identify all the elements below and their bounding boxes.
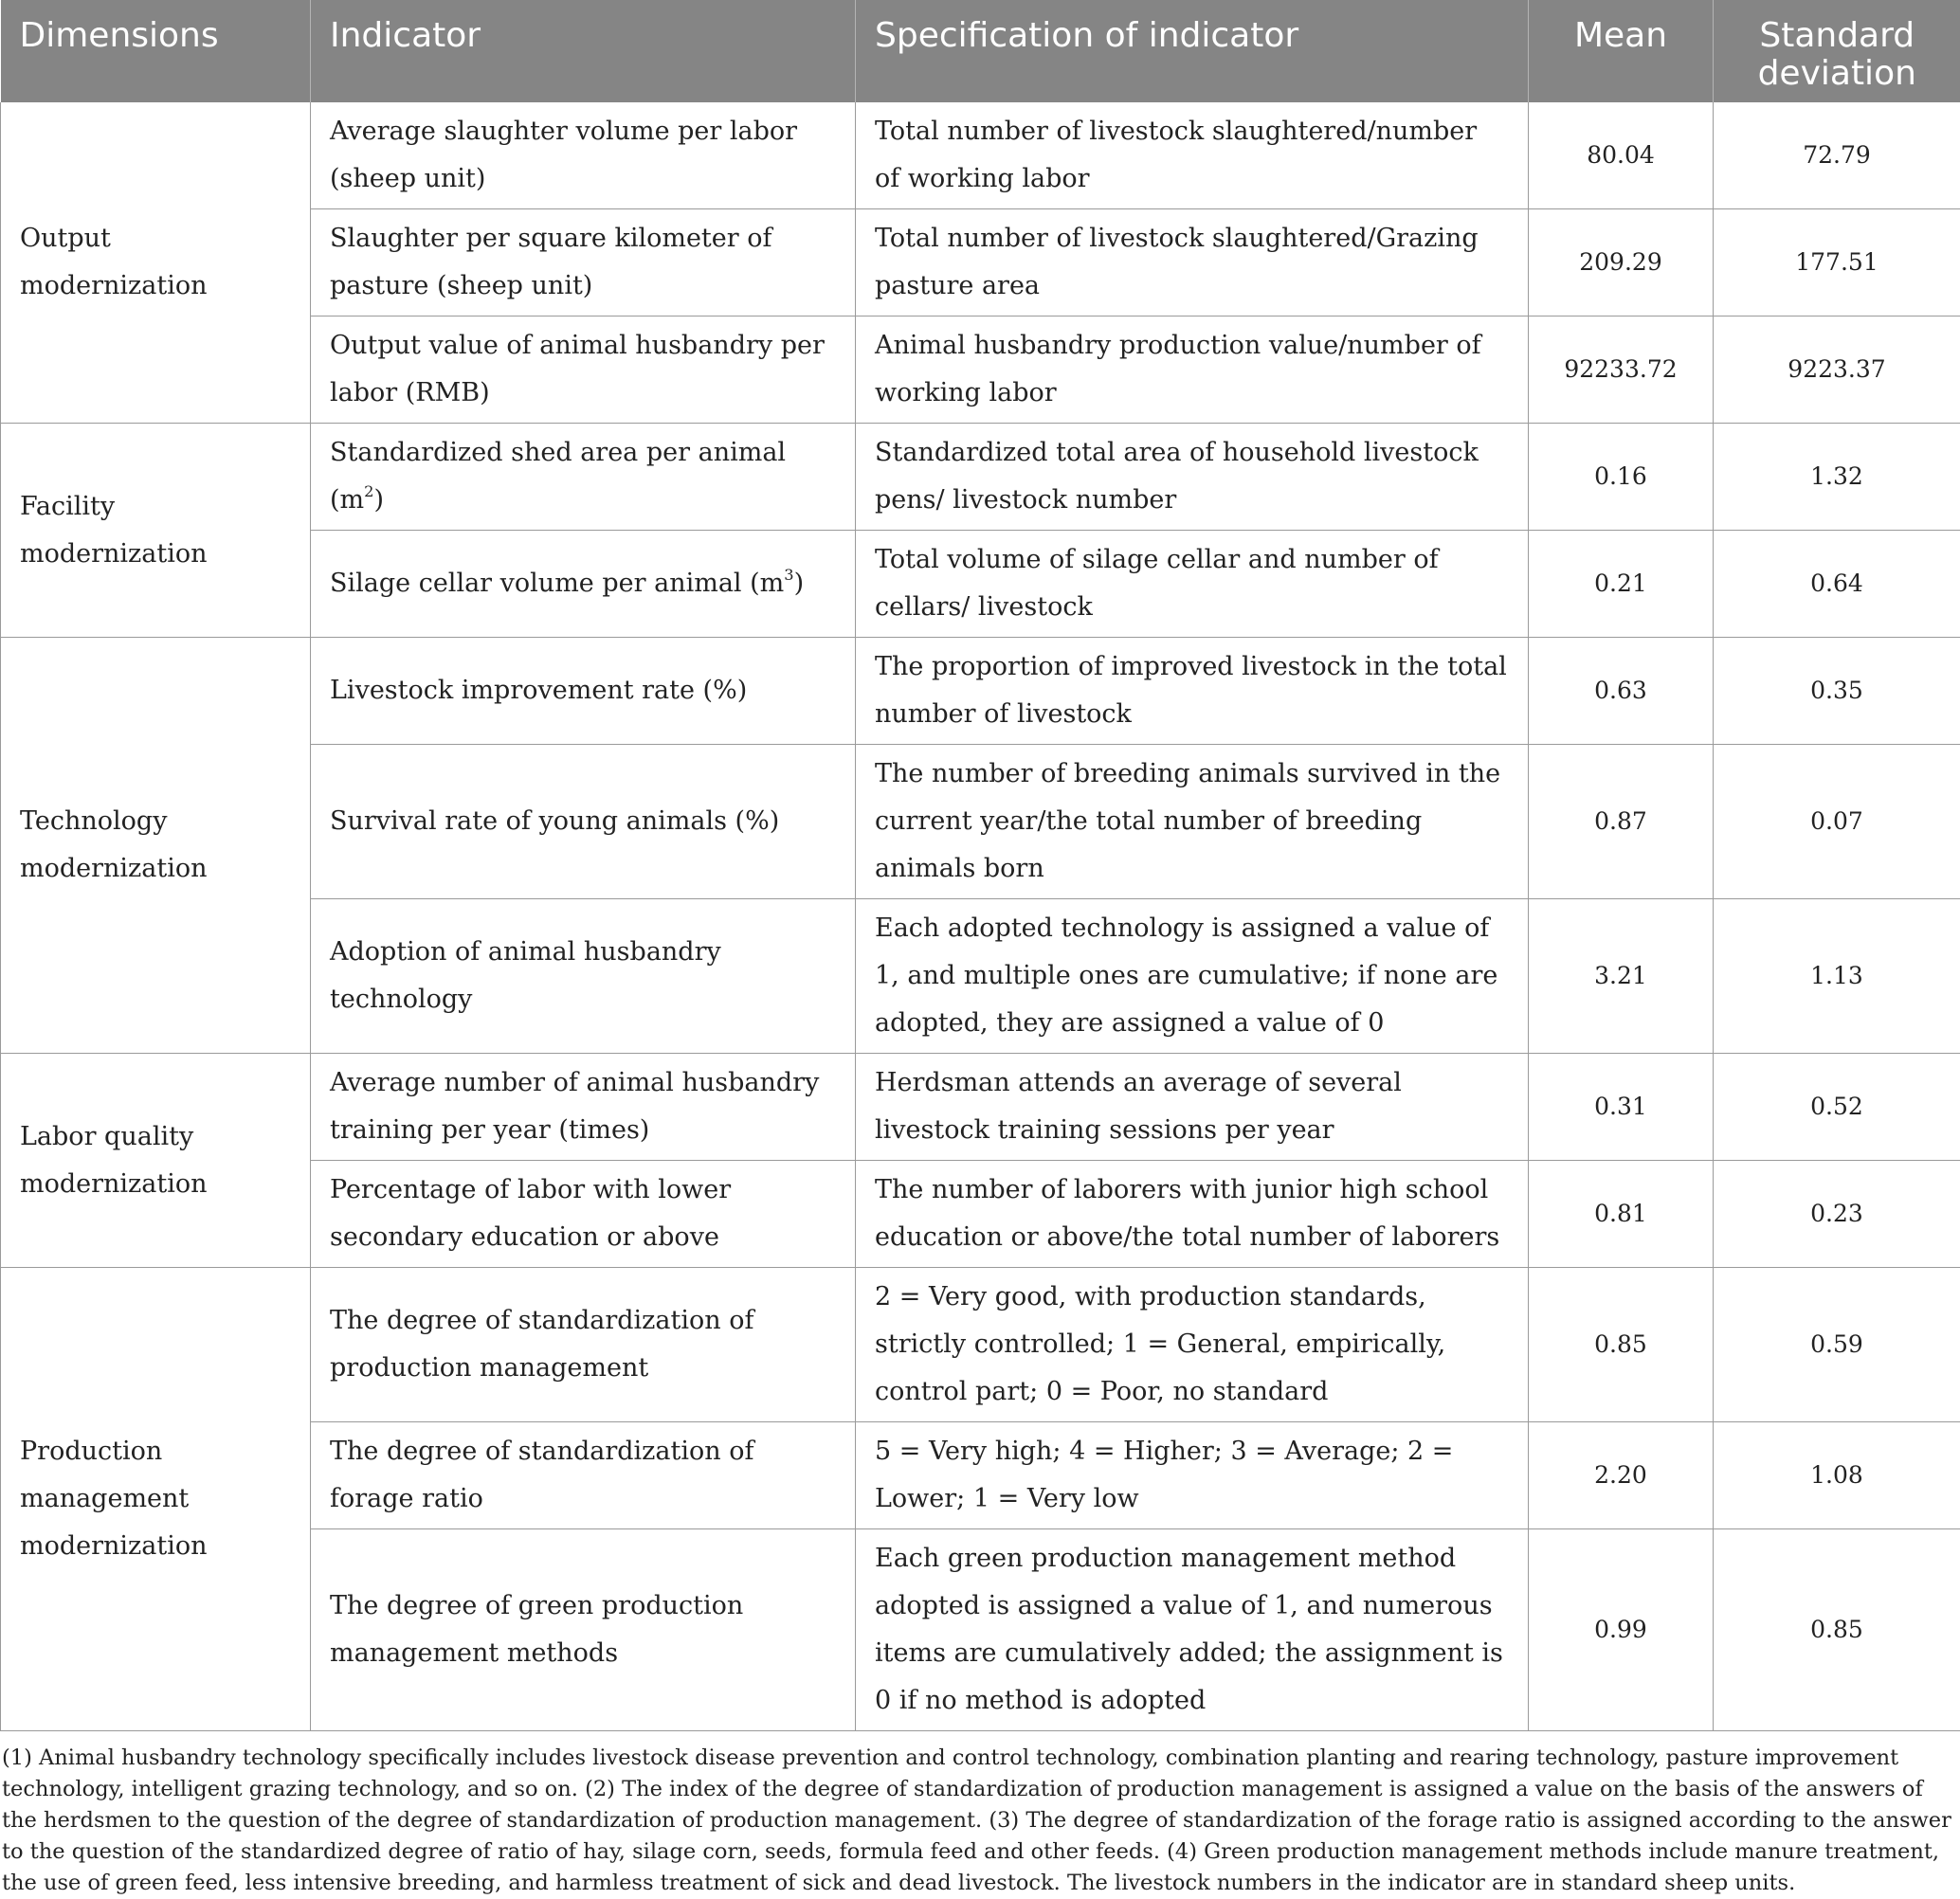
header-specification: Specification of indicator bbox=[856, 0, 1529, 102]
sd-cell: 1.32 bbox=[1714, 424, 1960, 531]
indicator-text: Standardized shed area per animal (m bbox=[330, 438, 786, 515]
indicator-cell: Livestock improvement rate (%) bbox=[311, 638, 856, 745]
header-standard-deviation bbox=[1714, 0, 1960, 102]
indicator-cell: Average number of animal husbandry training per year (times) bbox=[311, 1054, 856, 1161]
table-row bbox=[1, 1268, 1960, 1422]
mean-cell: 0.85 bbox=[1529, 1268, 1714, 1422]
mean-cell: 2.20 bbox=[1529, 1422, 1714, 1529]
mean-cell: 209.29 bbox=[1529, 209, 1714, 316]
dimension-cell: Labor quality modernization bbox=[1, 1054, 311, 1268]
table-body bbox=[1, 102, 1960, 1731]
indicator-text-end: ) bbox=[373, 485, 384, 515]
indicator-cell: Slaughter per square kilometer of pasture (sheep unit) bbox=[311, 209, 856, 316]
header-indicator: Indicator bbox=[311, 0, 856, 102]
specification-cell: Total volume of silage cellar and number of cellars/ livestock bbox=[856, 531, 1529, 638]
table-row bbox=[1, 1054, 1960, 1161]
indicator-cell: Output value of animal husbandry per labor (RMB) bbox=[311, 316, 856, 424]
header-sd-line2: deviation bbox=[1758, 54, 1916, 93]
dimension-cell: Technology modernization bbox=[1, 638, 311, 1054]
specification-cell: Total number of livestock slaughtered/number of working labor bbox=[856, 102, 1529, 209]
sd-cell: 0.07 bbox=[1714, 745, 1960, 899]
indicator-text-end: ) bbox=[794, 569, 805, 598]
sd-cell: 0.59 bbox=[1714, 1268, 1960, 1422]
table-row bbox=[1, 424, 1960, 531]
sd-cell: 0.64 bbox=[1714, 531, 1960, 638]
table-row bbox=[1, 102, 1960, 209]
table-header bbox=[1, 0, 1960, 102]
specification-cell: 2 = Very good, with production standards, strictly controlled; 1 = General, empirically, control part; 0 = Poor, no standard bbox=[856, 1268, 1529, 1422]
superscript: 2 bbox=[364, 482, 373, 500]
sd-cell: 0.85 bbox=[1714, 1529, 1960, 1731]
specification-cell: The proportion of improved livestock in the total number of livestock bbox=[856, 638, 1529, 745]
specification-cell: 5 = Very high; 4 = Higher; 3 = Average; 2 = Lower; 1 = Very low bbox=[856, 1422, 1529, 1529]
specification-cell: The number of laborers with junior high school education or above/the total number of laborers bbox=[856, 1161, 1529, 1268]
header-mean: Mean bbox=[1529, 0, 1714, 102]
mean-cell: 0.63 bbox=[1529, 638, 1714, 745]
dimension-cell: Facility modernization bbox=[1, 424, 311, 638]
indicator-cell: Percentage of labor with lower secondary education or above bbox=[311, 1161, 856, 1268]
mean-cell: 0.21 bbox=[1529, 531, 1714, 638]
specification-cell: Each green production management method adopted is assigned a value of 1, and numerous items are cumulatively added; the assignment is 0 if no method is adopted bbox=[856, 1529, 1529, 1731]
dimension-cell: Output modernization bbox=[1, 102, 311, 424]
header-dimensions: Dimensions bbox=[1, 0, 311, 102]
header-sd-line1: Standard bbox=[1759, 16, 1915, 55]
specification-cell: Standardized total area of household livestock pens/ livestock number bbox=[856, 424, 1529, 531]
specification-cell: Animal husbandry production value/number of working labor bbox=[856, 316, 1529, 424]
indicator-cell: The degree of standardization of forage ratio bbox=[311, 1422, 856, 1529]
mean-cell: 0.87 bbox=[1529, 745, 1714, 899]
header-row bbox=[1, 0, 1960, 102]
mean-cell: 3.21 bbox=[1529, 899, 1714, 1054]
indicator-cell bbox=[311, 424, 856, 531]
sd-cell: 1.08 bbox=[1714, 1422, 1960, 1529]
sd-cell: 0.23 bbox=[1714, 1161, 1960, 1268]
sd-cell: 1.13 bbox=[1714, 899, 1960, 1054]
superscript: 3 bbox=[784, 566, 793, 584]
sd-cell: 0.52 bbox=[1714, 1054, 1960, 1161]
indicator-cell: The degree of standardization of production management bbox=[311, 1268, 856, 1422]
indicator-cell: Average slaughter volume per labor (sheep unit) bbox=[311, 102, 856, 209]
sd-cell: 9223.37 bbox=[1714, 316, 1960, 424]
indicator-cell: Adoption of animal husbandry technology bbox=[311, 899, 856, 1054]
specification-cell: Each adopted technology is assigned a value of 1, and multiple ones are cumulative; if none are adopted, they are assigned a value of 0 bbox=[856, 899, 1529, 1054]
sd-cell: 0.35 bbox=[1714, 638, 1960, 745]
table-row bbox=[1, 638, 1960, 745]
specification-cell: Total number of livestock slaughtered/Grazing pasture area bbox=[856, 209, 1529, 316]
indicator-cell: Survival rate of young animals (%) bbox=[311, 745, 856, 899]
sd-cell: 177.51 bbox=[1714, 209, 1960, 316]
sd-cell: 72.79 bbox=[1714, 102, 1960, 209]
specification-cell: Herdsman attends an average of several livestock training sessions per year bbox=[856, 1054, 1529, 1161]
mean-cell: 80.04 bbox=[1529, 102, 1714, 209]
specification-cell: The number of breeding animals survived in the current year/the total number of breeding animals born bbox=[856, 745, 1529, 899]
mean-cell: 0.99 bbox=[1529, 1529, 1714, 1731]
indicator-cell: The degree of green production management methods bbox=[311, 1529, 856, 1731]
table-footnote: (1) Animal husbandry technology specifically includes livestock disease prevention and control technology, combination planting and rearing technology, pasture improvement technology, intelligent grazing technology, and so on. (2) The index of the degree of standardization of production management is assigned a value on the basis of the answers of the herdsmen to the question of the degree of standardization of production management. (3) The degree of standardization of the forage ratio is assigned according to the answer to the question of the standardized degree of ratio of hay, silage corn, seeds, formula feed and other feeds. (4) Green production management methods include manure treatment, the use of green feed, less intensive breeding, and harmless treatment of sick and dead livestock. The livestock numbers in the indicator are in standard sheep units. bbox=[0, 1731, 1960, 1899]
indicator-cell bbox=[311, 531, 856, 638]
mean-cell: 0.31 bbox=[1529, 1054, 1714, 1161]
mean-cell: 0.16 bbox=[1529, 424, 1714, 531]
mean-cell: 0.81 bbox=[1529, 1161, 1714, 1268]
mean-cell: 92233.72 bbox=[1529, 316, 1714, 424]
indicator-text: Silage cellar volume per animal (m bbox=[330, 569, 784, 598]
dimension-cell: Production management modernization bbox=[1, 1268, 311, 1731]
